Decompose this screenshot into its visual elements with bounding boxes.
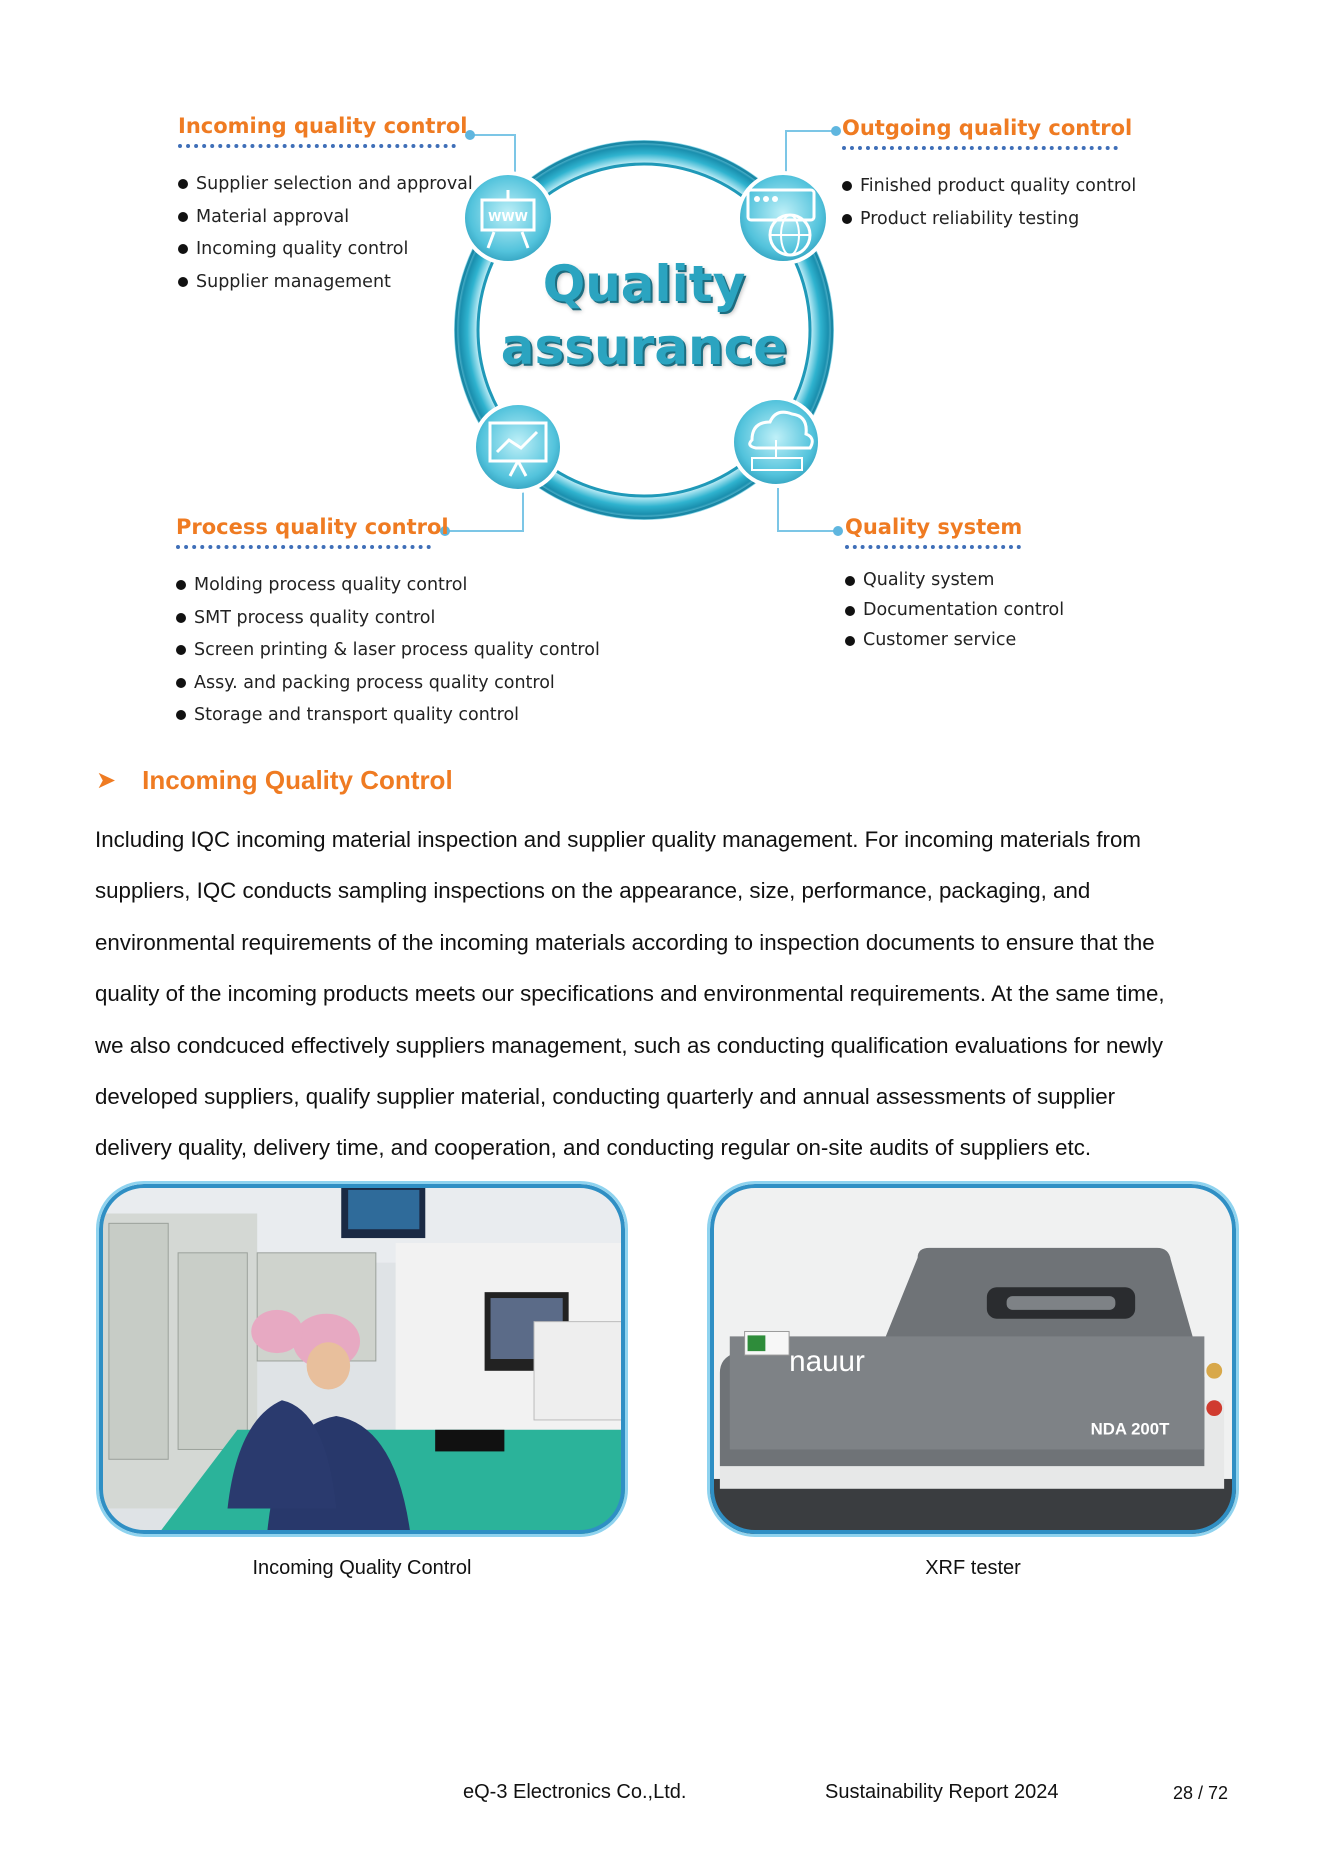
list-item: SMT process quality control	[176, 602, 606, 635]
list-item: Storage and transport quality control	[176, 699, 606, 732]
incoming-dotted-rule	[178, 144, 456, 148]
left-photo-caption: Incoming Quality Control	[252, 1557, 472, 1579]
section-heading	[96, 765, 453, 796]
list-item: Molding process quality control	[176, 569, 606, 602]
xrf-tester-photo	[707, 1181, 1239, 1537]
paragraph-line: suppliers, IQC conducts sampling inspections on the appearance, size, performance, packaging, and	[95, 878, 1091, 904]
qa-title-line2: assurance	[500, 318, 788, 376]
xrf-model-label: NDA 200T	[1090, 1419, 1170, 1439]
list-item: Product reliability testing	[842, 203, 1142, 236]
list-item: Quality system	[845, 565, 1105, 595]
quality-system-title: Quality system	[845, 515, 1023, 539]
qa-title-line1: Quality	[542, 255, 746, 313]
incoming-quality-control-photo	[96, 1181, 628, 1537]
list-item: Finished product quality control	[842, 170, 1142, 203]
paragraph-line: developed suppliers, qualify supplier material, conducting quarterly and annual assessments of supplier	[95, 1084, 1116, 1110]
browser-globe-icon	[738, 173, 828, 263]
incoming-quality-title: Incoming quality control	[178, 114, 468, 138]
footer-page-number: 28 / 72	[1173, 1783, 1229, 1803]
www-board-icon	[463, 173, 553, 263]
footer-company: eQ-3 Electronics Co.,Ltd.	[463, 1781, 687, 1803]
quality-system-block	[845, 515, 1105, 655]
paragraph-line: environmental requirements of the incoming materials according to inspection documents to ensure that the	[95, 929, 1155, 955]
process-dotted-rule	[176, 545, 431, 549]
list-item: Documentation control	[845, 595, 1105, 625]
outgoing-dotted-rule	[842, 146, 1118, 150]
incoming-quality-block	[178, 114, 473, 298]
paragraph-line: delivery quality, delivery time, and cooperation, and conducting regular on-site audits of suppliers etc.	[95, 1135, 1092, 1161]
process-quality-list	[176, 569, 606, 732]
paragraph-line: quality of the incoming products meets our specifications and environmental requirements. At the same time,	[95, 981, 1165, 1007]
list-item: Incoming quality control	[178, 233, 468, 266]
section-paragraph	[95, 814, 1245, 1174]
section-title: Incoming Quality Control	[142, 765, 453, 795]
quality-system-list	[845, 565, 1105, 655]
list-item: Assy. and packing process quality control	[176, 667, 606, 700]
list-item: Material approval	[178, 201, 468, 234]
line-chart-board-icon	[474, 403, 562, 491]
list-item: Screen printing & laser process quality control	[176, 634, 606, 667]
footer-report-title: Sustainability Report 2024	[825, 1781, 1059, 1803]
svg-text:WWW: WWW	[488, 210, 528, 224]
list-item: Supplier selection and approval	[178, 168, 468, 201]
outgoing-quality-block	[842, 116, 1142, 235]
paragraph-line: Including IQC incoming material inspection and supplier quality management. For incoming materials from	[95, 827, 1141, 852]
paragraph-line: we also condcuced effectively suppliers management, such as conducting qualification evaluations for newly	[95, 1032, 1163, 1058]
right-photo-caption: XRF tester	[925, 1557, 1021, 1579]
arrow-bullet-icon: ➤	[96, 766, 117, 794]
list-item: Customer service	[845, 625, 1105, 655]
system-dotted-rule	[845, 545, 1021, 549]
process-quality-block	[176, 515, 606, 732]
process-quality-title: Process quality control	[176, 515, 449, 539]
outgoing-quality-list	[842, 170, 1142, 235]
incoming-quality-list	[178, 168, 473, 298]
xrf-brand-label: nauur	[789, 1344, 865, 1378]
list-item: Supplier management	[178, 266, 468, 299]
cloud-computing-icon	[732, 398, 820, 486]
outgoing-quality-title: Outgoing quality control	[842, 116, 1133, 140]
